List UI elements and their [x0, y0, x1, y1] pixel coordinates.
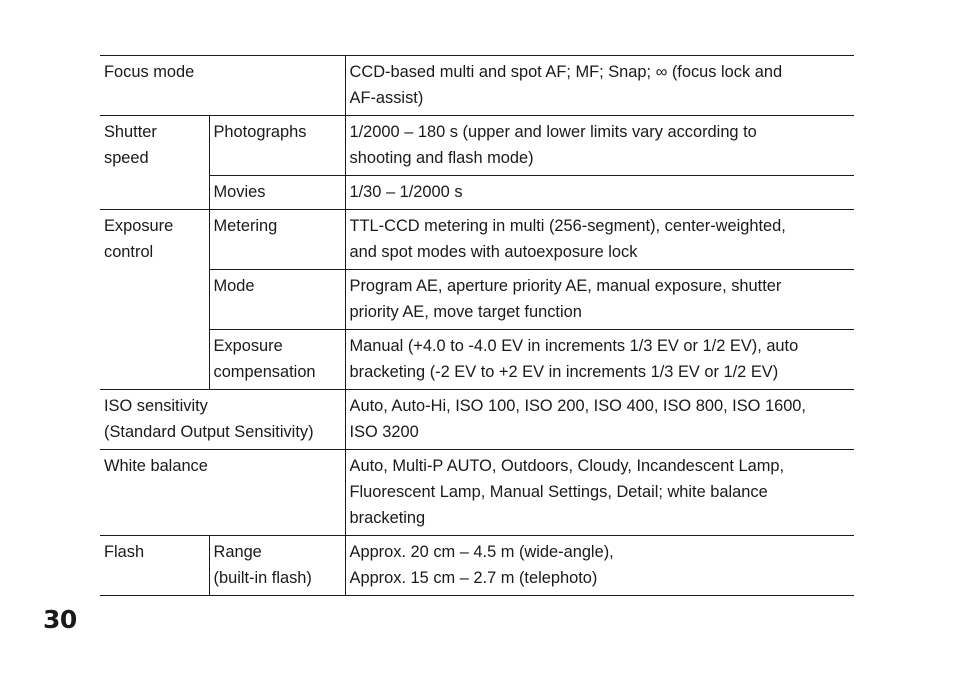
page-number: 30 — [43, 605, 77, 634]
flash-range-label: Range (built-in flash) — [209, 536, 345, 596]
iso-sensitivity-label: ISO sensitivity (Standard Output Sensitivity) — [100, 390, 345, 450]
metering-label: Metering — [209, 210, 345, 270]
shutter-speed-label: Shutter speed — [100, 116, 209, 210]
table-row-flash — [100, 536, 854, 596]
table-row-white-balance — [100, 450, 854, 536]
table-row-shutter-photographs — [100, 116, 854, 176]
focus-mode-label: Focus mode — [100, 56, 345, 116]
movies-value: 1/30 – 1/2000 s — [345, 176, 854, 210]
table-row-exposure-compensation — [100, 330, 854, 390]
exposure-control-label: Exposure control — [100, 210, 209, 390]
movies-label: Movies — [209, 176, 345, 210]
metering-value: TTL-CCD metering in multi (256-segment), center-weighted, and spot modes with autoexposure lock — [345, 210, 854, 270]
iso-sensitivity-value: Auto, Auto-Hi, ISO 100, ISO 200, ISO 400, ISO 800, ISO 1600, ISO 3200 — [345, 390, 854, 450]
table-row-exposure-mode — [100, 270, 854, 330]
white-balance-label: White balance — [100, 450, 345, 536]
photographs-label: Photographs — [209, 116, 345, 176]
focus-mode-value: CCD-based multi and spot AF; MF; Snap; ∞ (focus lock and AF-assist) — [345, 56, 854, 116]
specifications-table — [100, 55, 854, 596]
flash-range-value: Approx. 20 cm – 4.5 m (wide-angle), Approx. 15 cm – 2.7 m (telephoto) — [345, 536, 854, 596]
exposure-compensation-value: Manual (+4.0 to -4.0 EV in increments 1/3 EV or 1/2 EV), auto bracketing (-2 EV to +2 EV in increments 1/3 EV or 1/2 EV) — [345, 330, 854, 390]
white-balance-value: Auto, Multi-P AUTO, Outdoors, Cloudy, Incandescent Lamp, Fluorescent Lamp, Manual Settings, Detail; white balance bracketing — [345, 450, 854, 536]
table-row-shutter-movies — [100, 176, 854, 210]
mode-value: Program AE, aperture priority AE, manual exposure, shutter priority AE, move target function — [345, 270, 854, 330]
table-row-iso-sensitivity — [100, 390, 854, 450]
photographs-value: 1/2000 – 180 s (upper and lower limits vary according to shooting and flash mode) — [345, 116, 854, 176]
table-row-exposure-metering — [100, 210, 854, 270]
flash-label: Flash — [100, 536, 209, 596]
exposure-compensation-label: Exposure compensation — [209, 330, 345, 390]
mode-label: Mode — [209, 270, 345, 330]
table-row-focus-mode — [100, 56, 854, 116]
